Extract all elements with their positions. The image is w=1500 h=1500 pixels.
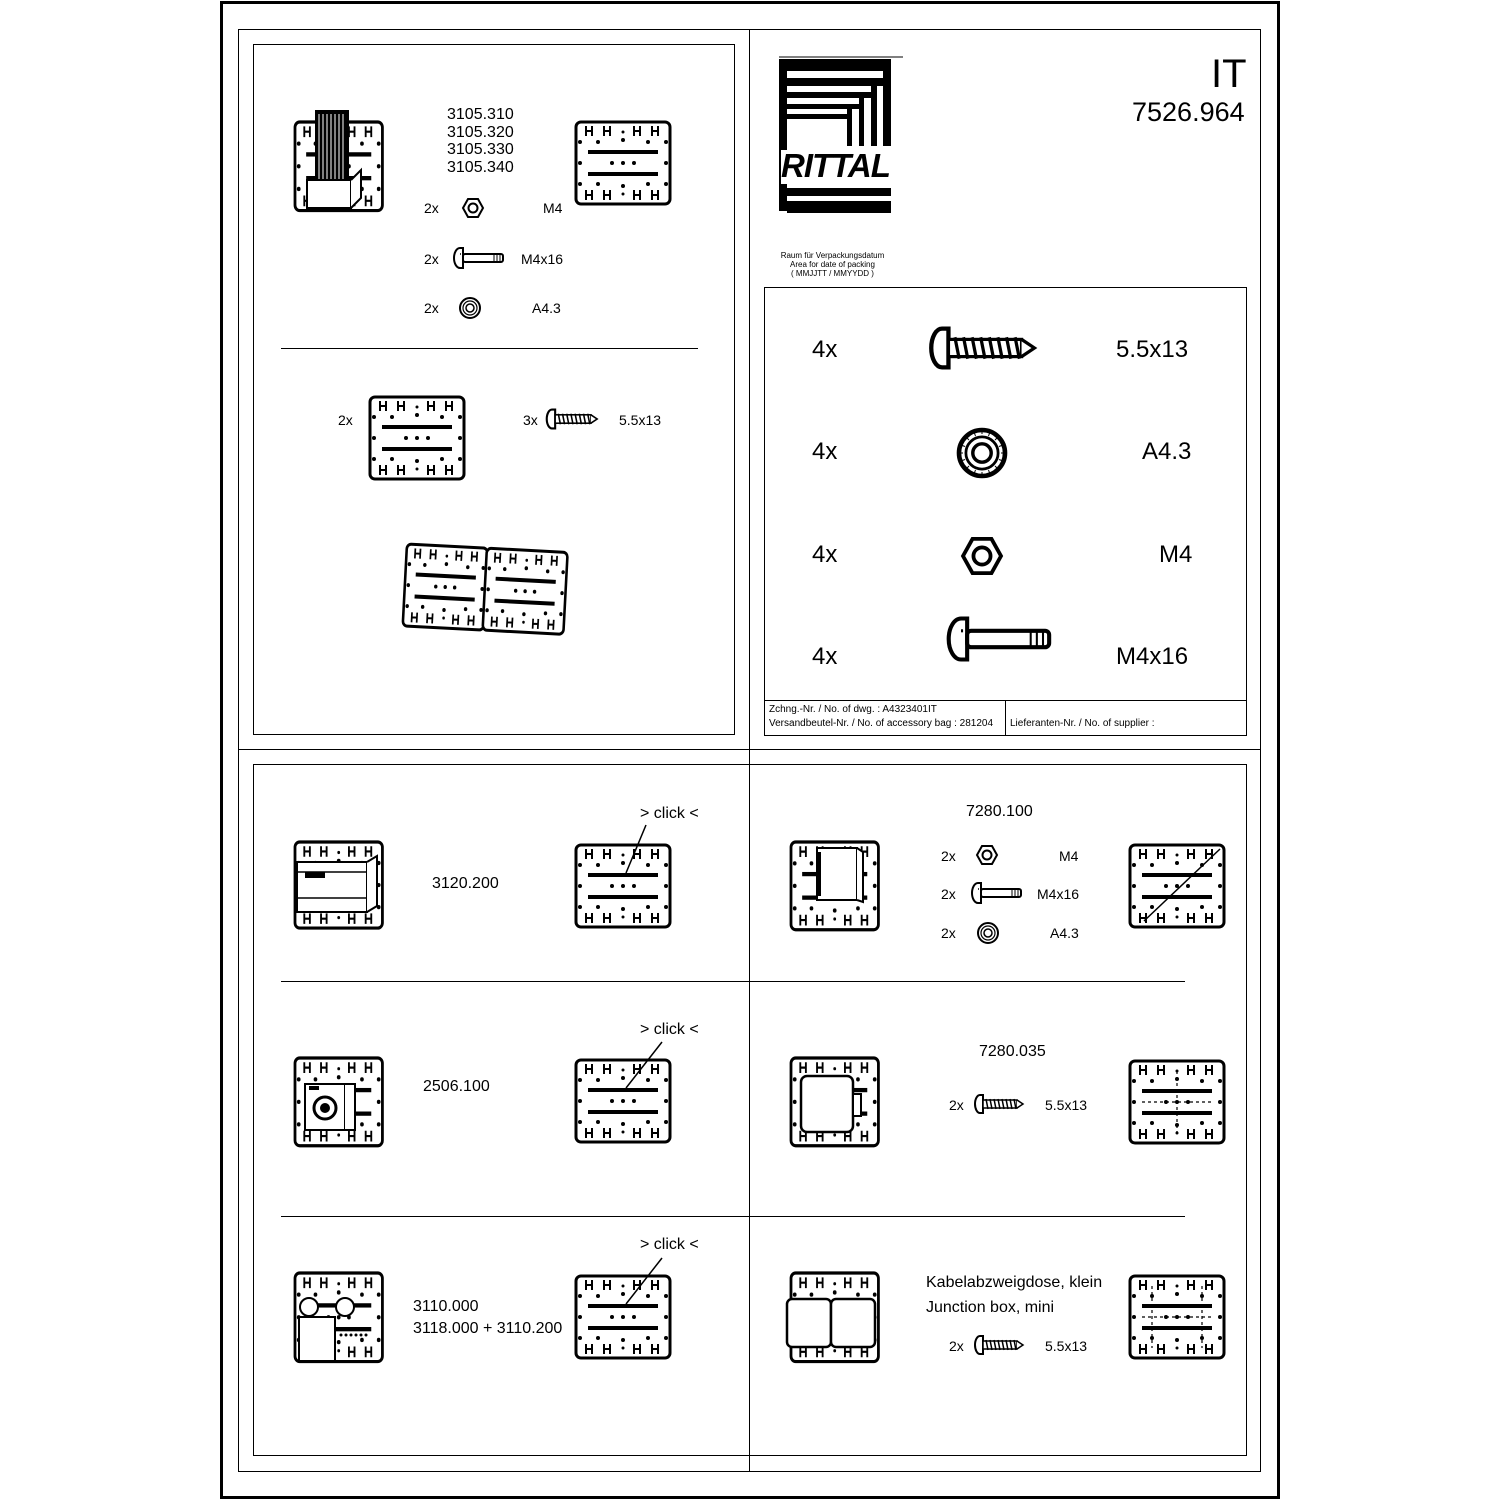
accessory-spec: A4.3: [1142, 438, 1192, 465]
step6-part-number: 7280.100: [966, 803, 1033, 820]
step5-device-illustration: [295, 1273, 385, 1365]
step1-part-number: 3105.310: [447, 106, 514, 123]
step-divider: [281, 981, 1185, 982]
packing-date-note-en: Area for date of packing: [790, 260, 875, 269]
horizontal-divider: [238, 749, 1261, 750]
step1-nut-spec: M4: [543, 200, 563, 216]
screw-icon: [980, 1104, 981, 1105]
step3-part-number: 3120.200: [432, 875, 499, 892]
step4-device-illustration: [295, 1058, 385, 1148]
accessory-qty: 4x: [812, 643, 838, 670]
step1-device-illustration: [295, 108, 385, 213]
supplier-number: Lieferanten-Nr. / No. of supplier :: [1010, 718, 1155, 729]
bottom-vertical-divider: [749, 764, 750, 1456]
step1-bolt-qty: 2x: [424, 251, 439, 267]
step4-mounting-plate: [576, 1060, 670, 1144]
step8-title: [926, 1270, 1102, 1320]
accessory-spec: M4x16: [1116, 643, 1189, 670]
screw-icon: [552, 419, 553, 420]
accessory-bag-number: Versandbeutel-Nr. / No. of accessory bag : 281204: [769, 718, 994, 729]
step6-nut-qty: 2x: [941, 848, 956, 864]
rittal-logo: [779, 56, 904, 216]
accessory-qty: 4x: [812, 438, 838, 465]
step6-mounting-plate: [1130, 845, 1224, 929]
accessory-qty: 4x: [812, 336, 838, 363]
step7-mounting-plate: [1130, 1061, 1224, 1145]
step6-bolt-qty: 2x: [941, 886, 956, 902]
accessory-spec: M4: [1159, 541, 1193, 568]
step5-part-number: 3118.000 + 3110.200: [413, 1320, 563, 1337]
packing-date-note-format: ( MMJJTT / MMYYDD ): [791, 269, 874, 278]
drawing-number: Zchng.-Nr. / No. of dwg. : A4323401IT: [769, 704, 937, 715]
step7-screw-qty: 2x: [949, 1097, 964, 1113]
info-table-divider: [1005, 700, 1006, 736]
step1-nut-qty: 2x: [424, 200, 439, 216]
panel-steps-3-8: [253, 764, 1247, 1456]
step1-part-numbers: [447, 106, 514, 176]
step5-part-numbers: [413, 1296, 562, 1340]
step2-plate-qty: 2x: [338, 412, 353, 428]
step4-part-number: 2506.100: [423, 1078, 490, 1095]
step2-screw-spec: 5.5x13: [619, 412, 662, 428]
step4-click-note: > click <: [640, 1021, 699, 1038]
step5-part-number: 3110.000: [413, 1298, 479, 1315]
screw-icon: [942, 348, 943, 349]
bolt-icon: [978, 893, 979, 894]
step1-mounting-plate: [576, 122, 670, 204]
hex-nut-icon: [473, 208, 474, 209]
accessory-spec: 5.5x13: [1116, 336, 1189, 363]
bolt-icon: [961, 639, 962, 640]
step3-mounting-plate: [576, 845, 670, 929]
article-number: 7526.964: [1132, 97, 1245, 127]
step8-screw-spec: 5.5x13: [1045, 1338, 1088, 1354]
brand-name: RITTAL: [781, 147, 890, 184]
step-divider: [281, 348, 698, 349]
step2-joined-plates: [405, 540, 575, 640]
lock-washer-icon: [988, 933, 989, 934]
hex-nut-icon: [987, 855, 988, 856]
packing-date-note: [770, 251, 895, 278]
step7-screw-spec: 5.5x13: [1045, 1097, 1088, 1113]
language-code: IT: [1211, 52, 1247, 96]
step8-title-de: Kabelabzweigdose, klein: [926, 1274, 1103, 1291]
step8-mounting-plate: [1130, 1276, 1224, 1360]
step6-nut-spec: M4: [1059, 848, 1079, 864]
step5-mounting-plate: [576, 1276, 670, 1360]
step7-device-illustration: [791, 1058, 881, 1148]
step5-click-note: > click <: [640, 1236, 699, 1253]
hex-nut-icon: [982, 556, 983, 557]
step1-part-number: 3105.330: [447, 141, 514, 158]
step7-part-number: 7280.035: [979, 1043, 1046, 1060]
lock-washer-icon: [982, 453, 983, 454]
step2-screw-qty: 3x: [523, 412, 538, 428]
step1-part-number: 3105.320: [447, 123, 514, 141]
step6-device-illustration: [791, 842, 881, 932]
screw-icon: [980, 1345, 981, 1346]
step2-mounting-plate: [370, 397, 464, 479]
step1-bolt-spec: M4x16: [521, 251, 564, 267]
packing-date-note-de: Raum für Verpackungsdatum: [780, 251, 885, 260]
step6-washer-qty: 2x: [941, 925, 956, 941]
step1-washer-qty: 2x: [424, 300, 439, 316]
step6-washer-spec: A4.3: [1050, 925, 1079, 941]
step8-device-illustration: [791, 1273, 881, 1365]
accessory-qty: 4x: [812, 541, 838, 568]
step8-screw-qty: 2x: [949, 1338, 964, 1354]
step6-bolt-spec: M4x16: [1037, 886, 1080, 902]
step3-device-illustration: [295, 842, 385, 930]
step8-title-en: Junction box, mini: [926, 1299, 1055, 1316]
step-divider: [281, 1216, 1185, 1217]
step1-washer-spec: A4.3: [532, 300, 561, 316]
step1-part-number: 3105.340: [447, 158, 514, 176]
lock-washer-icon: [470, 308, 471, 309]
step3-click-note: > click <: [640, 805, 699, 822]
bolt-icon: [460, 258, 461, 259]
